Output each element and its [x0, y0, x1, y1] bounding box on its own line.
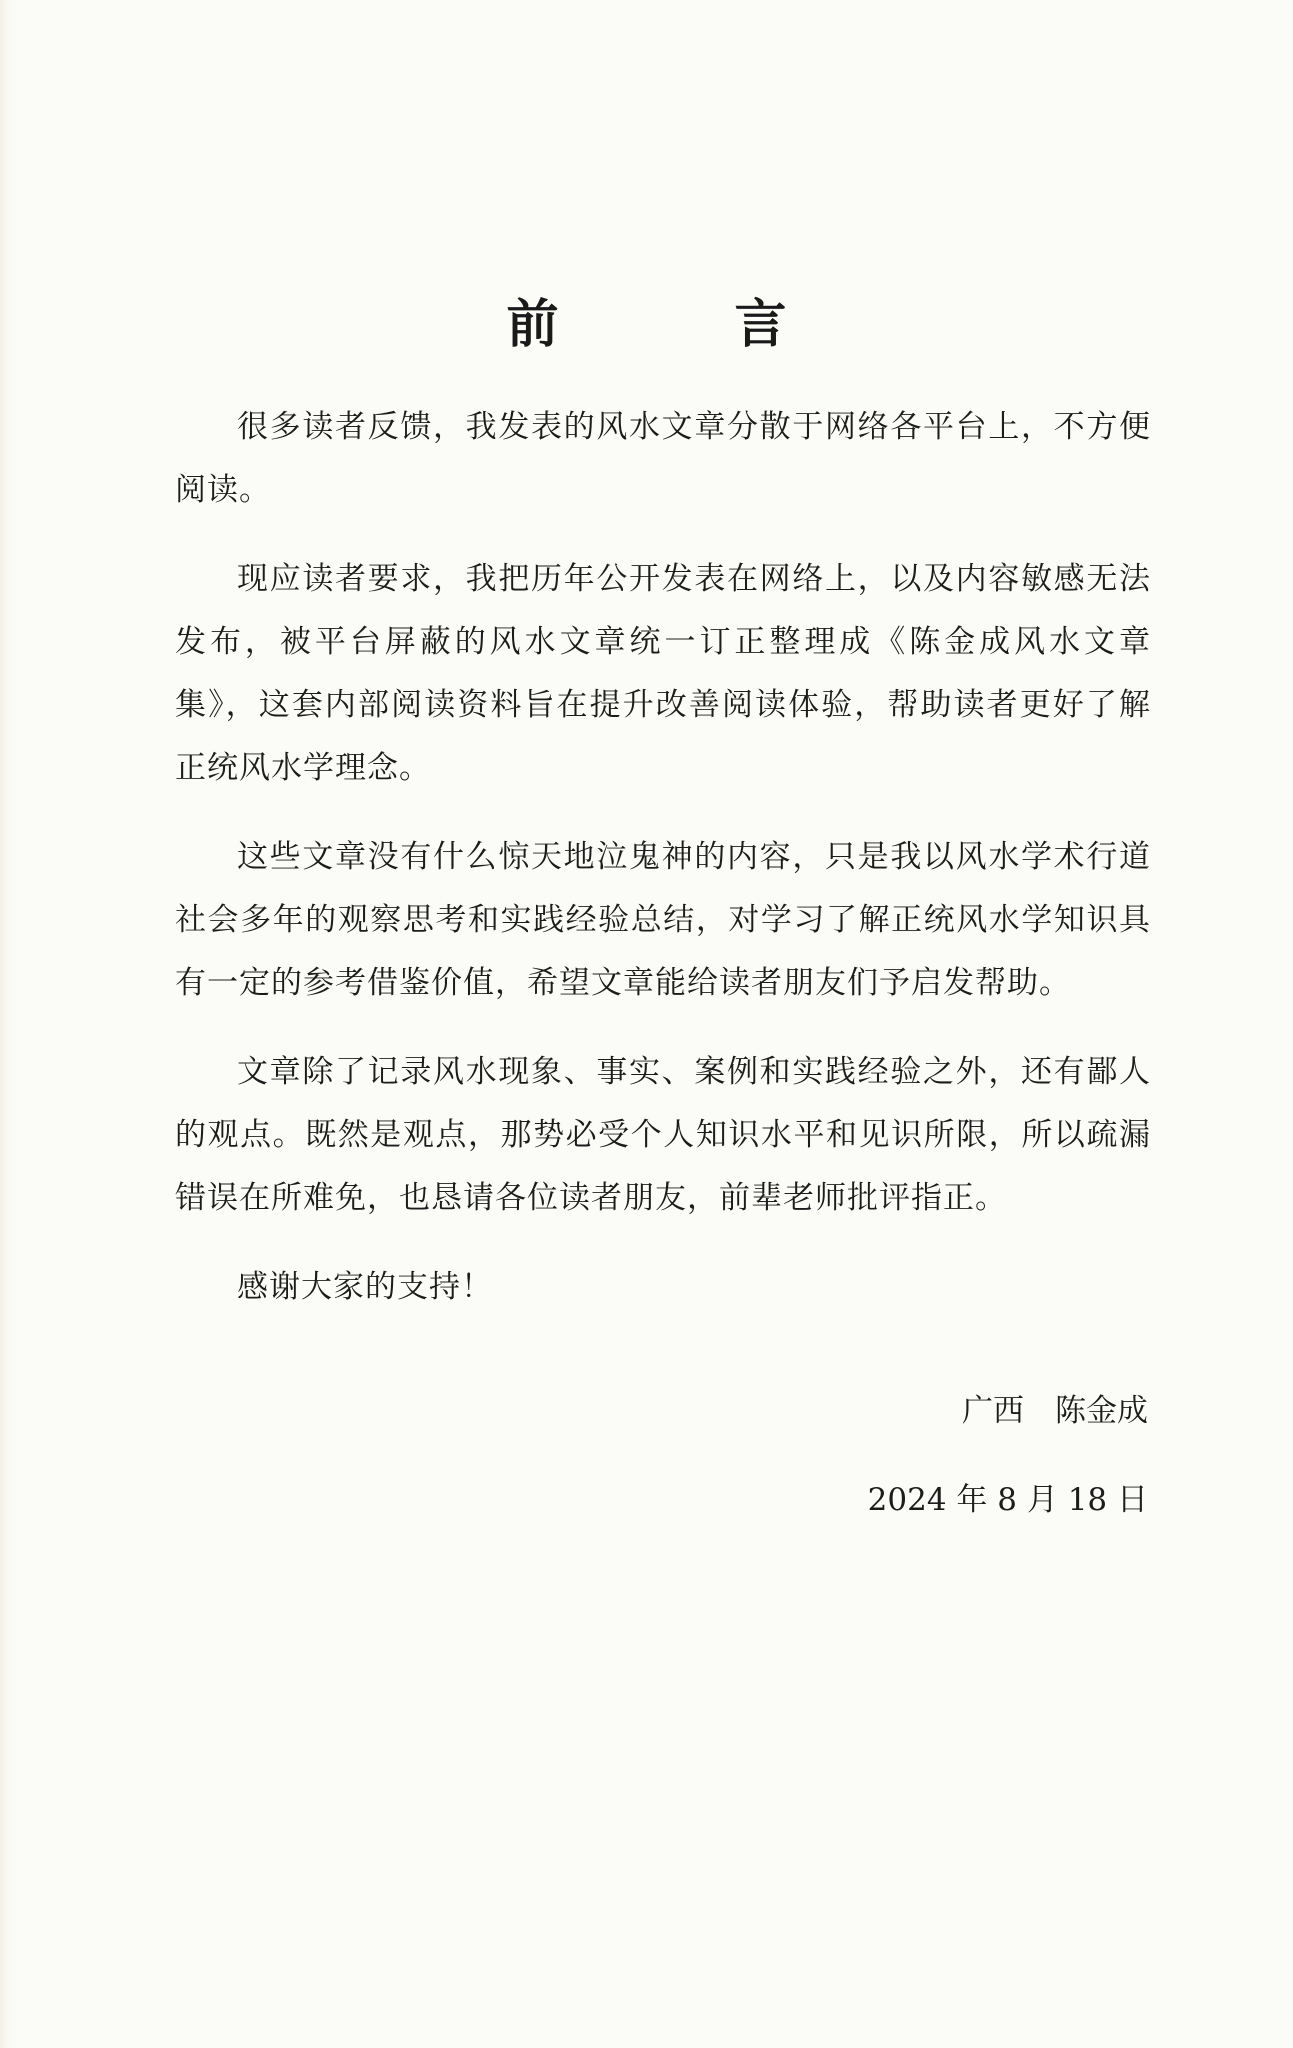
preface-body [175, 396, 1151, 1345]
signature-date: 2024 年 8 月 18 日 [867, 1482, 1148, 1518]
paragraph-1: 很多读者反馈，我发表的风水文章分散于网络各平台上，不方便阅读。 [175, 409, 1151, 508]
paragraph-3: 这些文章没有什么惊天地泣鬼神的内容，只是我以风水学术行道社会多年的观察思考和实践经验总结，对学习了解正统风水学知识具有一定的参考借鉴价值，希望文章能给读者朋友们予启发帮助。 [175, 839, 1151, 1001]
paragraph-4: 文章除了记录风水现象、事实、案例和实践经验之外，还有鄙人的观点。既然是观点，那势必受个人知识水平和见识所限，所以疏漏错误在所难免，也恳请各位读者朋友，前辈老师批评指正。 [175, 1054, 1151, 1216]
signature-block [868, 1380, 1148, 1558]
paragraph-2: 现应读者要求，我把历年公开发表在网络上，以及内容敏感无法发布，被平台屏蔽的风水文章统一订正整理成《陈金成风水文章集》，这套内部阅读资料旨在提升改善阅读体验，帮助读者更好了解正统风水学理念。 [175, 561, 1151, 786]
paragraph-5: 感谢大家的支持！ [237, 1269, 493, 1305]
page-title: 前 言 [506, 295, 849, 355]
author-name: 广西 陈金成 [962, 1393, 1148, 1429]
